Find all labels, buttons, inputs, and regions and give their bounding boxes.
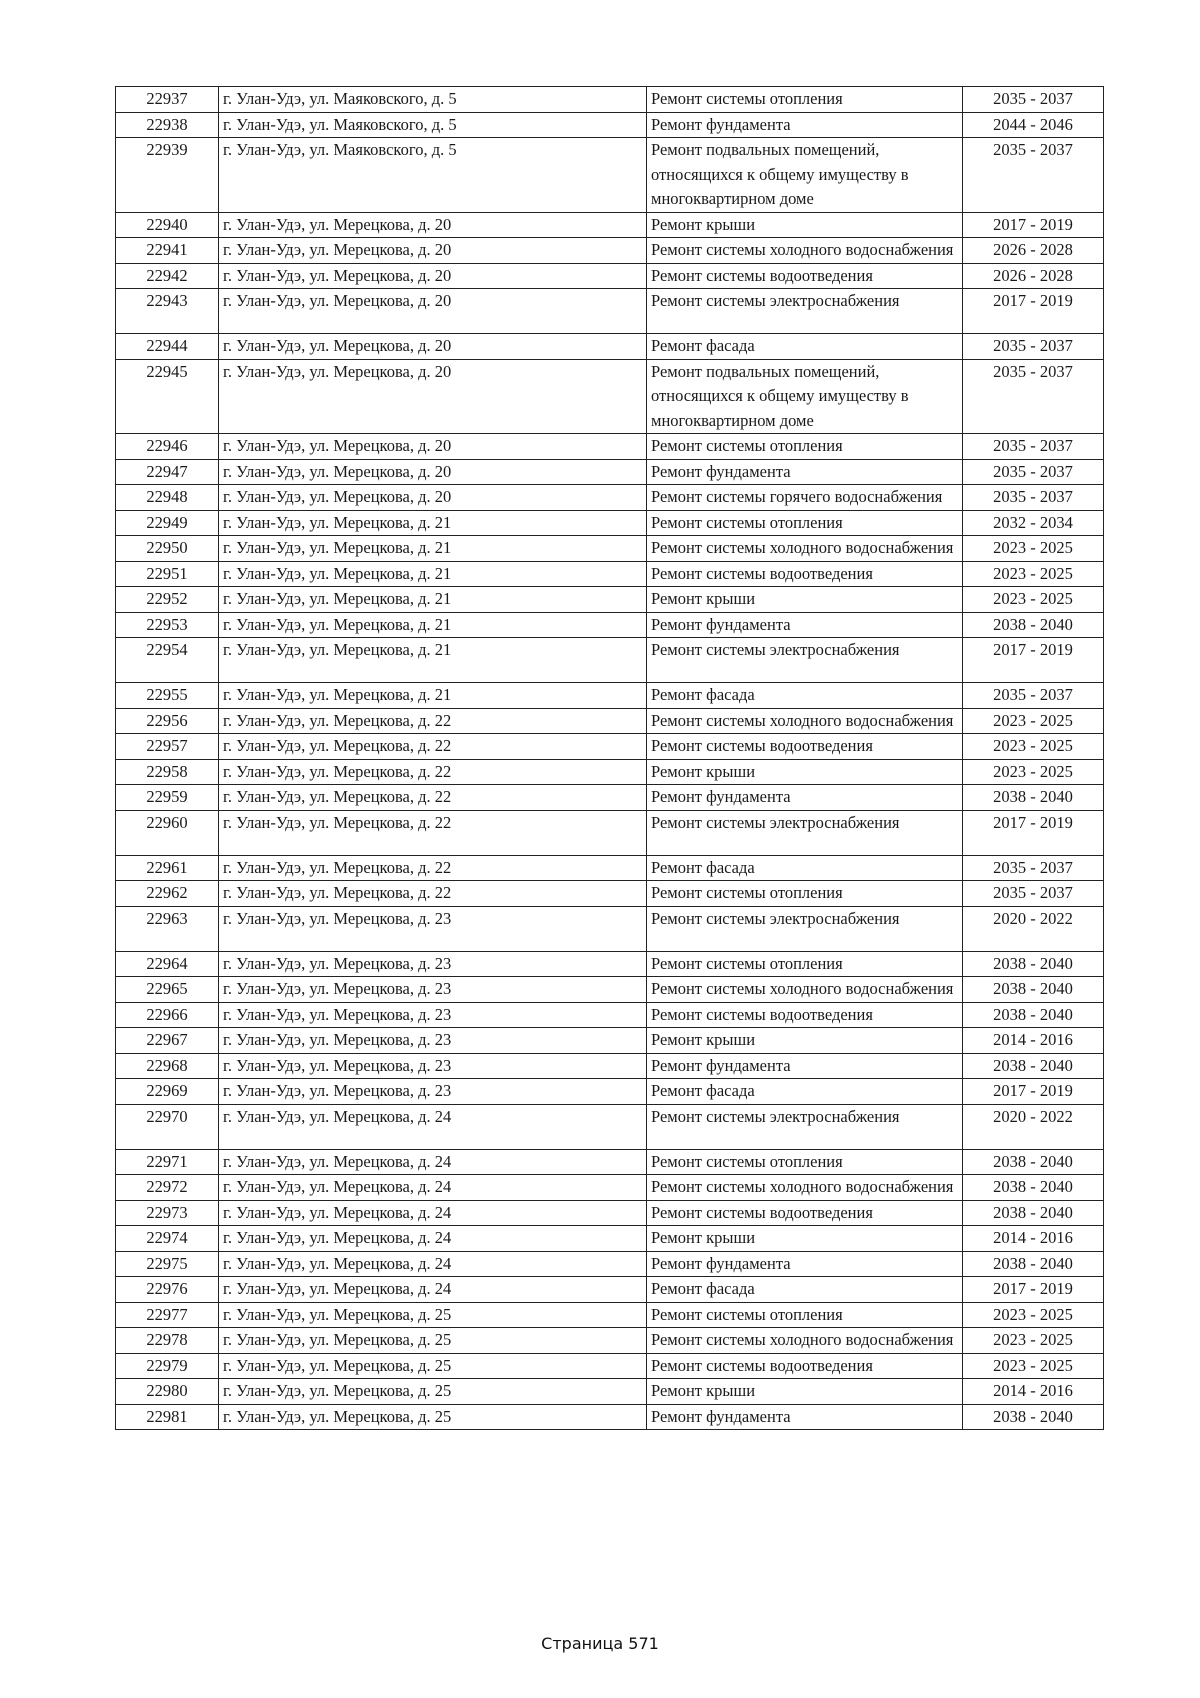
address-cell: г. Улан-Удэ, ул. Мерецкова, д. 23: [219, 906, 647, 951]
row-number-cell: 22963: [116, 906, 219, 951]
table-body: [116, 87, 1104, 1430]
period-cell: 2023 - 2025: [963, 1302, 1104, 1328]
period-cell: 2038 - 2040: [963, 1149, 1104, 1175]
address-cell: г. Улан-Удэ, ул. Мерецкова, д. 24: [219, 1149, 647, 1175]
table-row: [116, 510, 1104, 536]
table-row: [116, 708, 1104, 734]
period-cell: 2035 - 2037: [963, 881, 1104, 907]
table-row: [116, 1053, 1104, 1079]
address-cell: г. Улан-Удэ, ул. Мерецкова, д. 22: [219, 855, 647, 881]
address-cell: г. Улан-Удэ, ул. Мерецкова, д. 21: [219, 638, 647, 683]
table-row: [116, 263, 1104, 289]
period-cell: 2038 - 2040: [963, 1175, 1104, 1201]
work-type-cell: Ремонт системы отопления: [647, 881, 963, 907]
work-type-cell: Ремонт системы холодного водоснабжения: [647, 708, 963, 734]
address-cell: г. Улан-Удэ, ул. Мерецкова, д. 23: [219, 1079, 647, 1105]
address-cell: г. Улан-Удэ, ул. Мерецкова, д. 20: [219, 263, 647, 289]
period-cell: 2035 - 2037: [963, 434, 1104, 460]
work-type-cell: Ремонт подвальных помещений, относящихся к общему имуществу в многоквартирном доме: [647, 138, 963, 213]
row-number-cell: 22958: [116, 759, 219, 785]
address-cell: г. Улан-Удэ, ул. Маяковского, д. 5: [219, 112, 647, 138]
address-cell: г. Улан-Удэ, ул. Мерецкова, д. 23: [219, 1053, 647, 1079]
row-number-cell: 22938: [116, 112, 219, 138]
row-number-cell: 22973: [116, 1200, 219, 1226]
address-cell: г. Улан-Удэ, ул. Мерецкова, д. 22: [219, 810, 647, 855]
row-number-cell: 22974: [116, 1226, 219, 1252]
table-row: [116, 1404, 1104, 1430]
row-number-cell: 22954: [116, 638, 219, 683]
table-row: [116, 1149, 1104, 1175]
period-cell: 2014 - 2016: [963, 1028, 1104, 1054]
work-type-cell: Ремонт крыши: [647, 587, 963, 613]
work-type-cell: Ремонт системы электроснабжения: [647, 638, 963, 683]
work-type-cell: Ремонт системы водоотведения: [647, 734, 963, 760]
table-row: [116, 1002, 1104, 1028]
address-cell: г. Улан-Удэ, ул. Мерецкова, д. 24: [219, 1200, 647, 1226]
work-type-cell: Ремонт системы отопления: [647, 510, 963, 536]
period-cell: 2017 - 2019: [963, 638, 1104, 683]
address-cell: г. Улан-Удэ, ул. Мерецкова, д. 25: [219, 1302, 647, 1328]
address-cell: г. Улан-Удэ, ул. Мерецкова, д. 22: [219, 734, 647, 760]
row-number-cell: 22971: [116, 1149, 219, 1175]
work-type-cell: Ремонт фундамента: [647, 612, 963, 638]
period-cell: 2023 - 2025: [963, 708, 1104, 734]
row-number-cell: 22952: [116, 587, 219, 613]
row-number-cell: 22960: [116, 810, 219, 855]
address-cell: г. Улан-Удэ, ул. Маяковского, д. 5: [219, 87, 647, 113]
row-number-cell: 22937: [116, 87, 219, 113]
table-row: [116, 855, 1104, 881]
row-number-cell: 22949: [116, 510, 219, 536]
table-row: [116, 1379, 1104, 1405]
period-cell: 2032 - 2034: [963, 510, 1104, 536]
address-cell: г. Улан-Удэ, ул. Мерецкова, д. 21: [219, 510, 647, 536]
address-cell: г. Улан-Удэ, ул. Мерецкова, д. 21: [219, 587, 647, 613]
period-cell: 2035 - 2037: [963, 459, 1104, 485]
table-row: [116, 951, 1104, 977]
address-cell: г. Улан-Удэ, ул. Мерецкова, д. 22: [219, 881, 647, 907]
table-row: [116, 683, 1104, 709]
row-number-cell: 22966: [116, 1002, 219, 1028]
table-row: [116, 87, 1104, 113]
row-number-cell: 22976: [116, 1277, 219, 1303]
row-number-cell: 22950: [116, 536, 219, 562]
period-cell: 2023 - 2025: [963, 561, 1104, 587]
work-type-cell: Ремонт фасада: [647, 334, 963, 360]
table-row: [116, 1175, 1104, 1201]
address-cell: г. Улан-Удэ, ул. Мерецкова, д. 25: [219, 1379, 647, 1405]
row-number-cell: 22955: [116, 683, 219, 709]
row-number-cell: 22968: [116, 1053, 219, 1079]
work-type-cell: Ремонт системы холодного водоснабжения: [647, 238, 963, 264]
row-number-cell: 22975: [116, 1251, 219, 1277]
row-number-cell: 22939: [116, 138, 219, 213]
row-number-cell: 22962: [116, 881, 219, 907]
row-number-cell: 22945: [116, 359, 219, 434]
table-row: [116, 1302, 1104, 1328]
period-cell: 2017 - 2019: [963, 1277, 1104, 1303]
work-type-cell: Ремонт системы холодного водоснабжения: [647, 977, 963, 1003]
row-number-cell: 22970: [116, 1104, 219, 1149]
table-row: [116, 359, 1104, 434]
address-cell: г. Улан-Удэ, ул. Мерецкова, д. 23: [219, 977, 647, 1003]
row-number-cell: 22953: [116, 612, 219, 638]
work-type-cell: Ремонт фасада: [647, 683, 963, 709]
table-row: [116, 977, 1104, 1003]
address-cell: г. Улан-Удэ, ул. Мерецкова, д. 22: [219, 759, 647, 785]
work-type-cell: Ремонт фундамента: [647, 112, 963, 138]
period-cell: 2026 - 2028: [963, 238, 1104, 264]
table-row: [116, 785, 1104, 811]
work-type-cell: Ремонт фундамента: [647, 1053, 963, 1079]
work-type-cell: Ремонт системы водоотведения: [647, 1353, 963, 1379]
row-number-cell: 22978: [116, 1328, 219, 1354]
works-table: [115, 86, 1104, 1430]
address-cell: г. Улан-Удэ, ул. Мерецкова, д. 21: [219, 612, 647, 638]
period-cell: 2038 - 2040: [963, 1251, 1104, 1277]
work-type-cell: Ремонт системы холодного водоснабжения: [647, 1328, 963, 1354]
table-row: [116, 434, 1104, 460]
table-row: [116, 112, 1104, 138]
row-number-cell: 22941: [116, 238, 219, 264]
address-cell: г. Улан-Удэ, ул. Маяковского, д. 5: [219, 138, 647, 213]
row-number-cell: 22942: [116, 263, 219, 289]
address-cell: г. Улан-Удэ, ул. Мерецкова, д. 23: [219, 1028, 647, 1054]
address-cell: г. Улан-Удэ, ул. Мерецкова, д. 20: [219, 289, 647, 334]
work-type-cell: Ремонт системы электроснабжения: [647, 289, 963, 334]
table-row: [116, 212, 1104, 238]
row-number-cell: 22951: [116, 561, 219, 587]
table-row: [116, 734, 1104, 760]
address-cell: г. Улан-Удэ, ул. Мерецкова, д. 20: [219, 334, 647, 360]
row-number-cell: 22977: [116, 1302, 219, 1328]
work-type-cell: Ремонт крыши: [647, 212, 963, 238]
table-row: [116, 638, 1104, 683]
work-type-cell: Ремонт системы отопления: [647, 1149, 963, 1175]
work-type-cell: Ремонт системы отопления: [647, 1302, 963, 1328]
work-type-cell: Ремонт фундамента: [647, 1251, 963, 1277]
address-cell: г. Улан-Удэ, ул. Мерецкова, д. 20: [219, 485, 647, 511]
row-number-cell: 22969: [116, 1079, 219, 1105]
period-cell: 2014 - 2016: [963, 1226, 1104, 1252]
address-cell: г. Улан-Удэ, ул. Мерецкова, д. 24: [219, 1251, 647, 1277]
period-cell: 2023 - 2025: [963, 759, 1104, 785]
work-type-cell: Ремонт системы холодного водоснабжения: [647, 536, 963, 562]
row-number-cell: 22946: [116, 434, 219, 460]
table-row: [116, 881, 1104, 907]
table-row: [116, 1251, 1104, 1277]
row-number-cell: 22940: [116, 212, 219, 238]
row-number-cell: 22965: [116, 977, 219, 1003]
period-cell: 2023 - 2025: [963, 734, 1104, 760]
address-cell: г. Улан-Удэ, ул. Мерецкова, д. 24: [219, 1226, 647, 1252]
row-number-cell: 22980: [116, 1379, 219, 1405]
row-number-cell: 22948: [116, 485, 219, 511]
period-cell: 2038 - 2040: [963, 951, 1104, 977]
work-type-cell: Ремонт системы отопления: [647, 951, 963, 977]
address-cell: г. Улан-Удэ, ул. Мерецкова, д. 20: [219, 459, 647, 485]
period-cell: 2026 - 2028: [963, 263, 1104, 289]
period-cell: 2023 - 2025: [963, 1328, 1104, 1354]
table-row: [116, 138, 1104, 213]
row-number-cell: 22961: [116, 855, 219, 881]
work-type-cell: Ремонт фасада: [647, 1277, 963, 1303]
period-cell: 2017 - 2019: [963, 212, 1104, 238]
table-row: [116, 485, 1104, 511]
period-cell: 2023 - 2025: [963, 1353, 1104, 1379]
row-number-cell: 22964: [116, 951, 219, 977]
table-row: [116, 334, 1104, 360]
work-type-cell: Ремонт системы электроснабжения: [647, 906, 963, 951]
period-cell: 2038 - 2040: [963, 612, 1104, 638]
period-cell: 2038 - 2040: [963, 1404, 1104, 1430]
table-row: [116, 906, 1104, 951]
period-cell: 2017 - 2019: [963, 1079, 1104, 1105]
work-type-cell: Ремонт системы водоотведения: [647, 263, 963, 289]
table-row: [116, 561, 1104, 587]
table-row: [116, 459, 1104, 485]
address-cell: г. Улан-Удэ, ул. Мерецкова, д. 20: [219, 359, 647, 434]
period-cell: 2035 - 2037: [963, 485, 1104, 511]
table-row: [116, 1277, 1104, 1303]
table-row: [116, 1104, 1104, 1149]
row-number-cell: 22947: [116, 459, 219, 485]
work-type-cell: Ремонт подвальных помещений, относящихся к общему имуществу в многоквартирном доме: [647, 359, 963, 434]
work-type-cell: Ремонт системы электроснабжения: [647, 810, 963, 855]
period-cell: 2017 - 2019: [963, 289, 1104, 334]
address-cell: г. Улан-Удэ, ул. Мерецкова, д. 20: [219, 238, 647, 264]
table-row: [116, 238, 1104, 264]
row-number-cell: 22944: [116, 334, 219, 360]
address-cell: г. Улан-Удэ, ул. Мерецкова, д. 25: [219, 1328, 647, 1354]
address-cell: г. Улан-Удэ, ул. Мерецкова, д. 24: [219, 1175, 647, 1201]
address-cell: г. Улан-Удэ, ул. Мерецкова, д. 20: [219, 212, 647, 238]
address-cell: г. Улан-Удэ, ул. Мерецкова, д. 23: [219, 1002, 647, 1028]
work-type-cell: Ремонт крыши: [647, 1028, 963, 1054]
address-cell: г. Улан-Удэ, ул. Мерецкова, д. 25: [219, 1353, 647, 1379]
address-cell: г. Улан-Удэ, ул. Мерецкова, д. 20: [219, 434, 647, 460]
period-cell: 2038 - 2040: [963, 785, 1104, 811]
period-cell: 2038 - 2040: [963, 977, 1104, 1003]
row-number-cell: 22967: [116, 1028, 219, 1054]
address-cell: г. Улан-Удэ, ул. Мерецкова, д. 21: [219, 536, 647, 562]
period-cell: 2023 - 2025: [963, 536, 1104, 562]
table-row: [116, 1353, 1104, 1379]
address-cell: г. Улан-Удэ, ул. Мерецкова, д. 22: [219, 708, 647, 734]
table-row: [116, 1079, 1104, 1105]
row-number-cell: 22972: [116, 1175, 219, 1201]
table-row: [116, 810, 1104, 855]
address-cell: г. Улан-Удэ, ул. Мерецкова, д. 25: [219, 1404, 647, 1430]
period-cell: 2035 - 2037: [963, 855, 1104, 881]
table-row: [116, 1028, 1104, 1054]
address-cell: г. Улан-Удэ, ул. Мерецкова, д. 21: [219, 561, 647, 587]
work-type-cell: Ремонт фундамента: [647, 1404, 963, 1430]
table-row: [116, 759, 1104, 785]
work-type-cell: Ремонт крыши: [647, 1379, 963, 1405]
period-cell: 2038 - 2040: [963, 1053, 1104, 1079]
row-number-cell: 22959: [116, 785, 219, 811]
table-row: [116, 1226, 1104, 1252]
work-type-cell: Ремонт крыши: [647, 1226, 963, 1252]
period-cell: 2014 - 2016: [963, 1379, 1104, 1405]
period-cell: 2035 - 2037: [963, 138, 1104, 213]
period-cell: 2020 - 2022: [963, 1104, 1104, 1149]
period-cell: 2035 - 2037: [963, 334, 1104, 360]
work-type-cell: Ремонт системы электроснабжения: [647, 1104, 963, 1149]
period-cell: 2038 - 2040: [963, 1002, 1104, 1028]
period-cell: 2023 - 2025: [963, 587, 1104, 613]
work-type-cell: Ремонт системы отопления: [647, 434, 963, 460]
row-number-cell: 22981: [116, 1404, 219, 1430]
table-row: [116, 1328, 1104, 1354]
table-row: [116, 587, 1104, 613]
work-type-cell: Ремонт фундамента: [647, 459, 963, 485]
row-number-cell: 22957: [116, 734, 219, 760]
period-cell: 2020 - 2022: [963, 906, 1104, 951]
work-type-cell: Ремонт системы водоотведения: [647, 1200, 963, 1226]
work-type-cell: Ремонт крыши: [647, 759, 963, 785]
period-cell: 2038 - 2040: [963, 1200, 1104, 1226]
address-cell: г. Улан-Удэ, ул. Мерецкова, д. 23: [219, 951, 647, 977]
row-number-cell: 22956: [116, 708, 219, 734]
period-cell: 2017 - 2019: [963, 810, 1104, 855]
address-cell: г. Улан-Удэ, ул. Мерецкова, д. 22: [219, 785, 647, 811]
table-row: [116, 289, 1104, 334]
page-number: Страница 571: [541, 1634, 659, 1653]
work-type-cell: Ремонт фундамента: [647, 785, 963, 811]
period-cell: 2044 - 2046: [963, 112, 1104, 138]
work-type-cell: Ремонт системы горячего водоснабжения: [647, 485, 963, 511]
address-cell: г. Улан-Удэ, ул. Мерецкова, д. 21: [219, 683, 647, 709]
table-row: [116, 536, 1104, 562]
address-cell: г. Улан-Удэ, ул. Мерецкова, д. 24: [219, 1104, 647, 1149]
row-number-cell: 22979: [116, 1353, 219, 1379]
work-type-cell: Ремонт системы водоотведения: [647, 561, 963, 587]
work-type-cell: Ремонт системы водоотведения: [647, 1002, 963, 1028]
work-type-cell: Ремонт фасада: [647, 855, 963, 881]
address-cell: г. Улан-Удэ, ул. Мерецкова, д. 24: [219, 1277, 647, 1303]
row-number-cell: 22943: [116, 289, 219, 334]
work-type-cell: Ремонт системы холодного водоснабжения: [647, 1175, 963, 1201]
work-type-cell: Ремонт фасада: [647, 1079, 963, 1105]
table-row: [116, 1200, 1104, 1226]
work-type-cell: Ремонт системы отопления: [647, 87, 963, 113]
period-cell: 2035 - 2037: [963, 87, 1104, 113]
period-cell: 2035 - 2037: [963, 359, 1104, 434]
table-row: [116, 612, 1104, 638]
period-cell: 2035 - 2037: [963, 683, 1104, 709]
